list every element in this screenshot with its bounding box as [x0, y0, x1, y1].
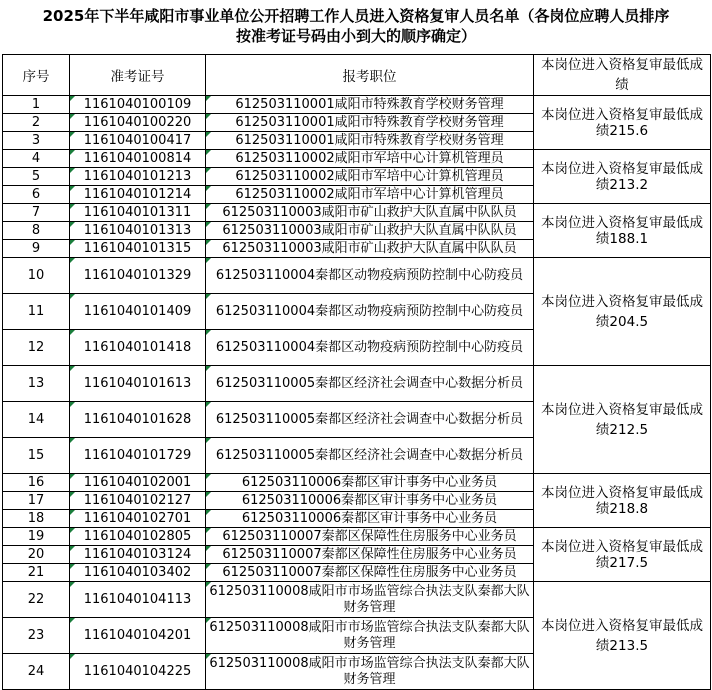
row-position: 612503110005秦都区经济社会调查中心数据分析员 — [206, 438, 534, 474]
row-exam-id: 1161040102701 — [70, 510, 206, 528]
row-position: 612503110004秦都区动物疫病预防控制中心防疫员 — [206, 294, 534, 330]
row-position: 612503110008咸阳市市场监管综合执法支队秦都大队财务管理 — [206, 618, 534, 654]
row-exam-id: 1161040101613 — [70, 366, 206, 402]
row-position: 612503110006秦都区审计事务中心业务员 — [206, 474, 534, 492]
row-exam-id: 1161040103402 — [70, 564, 206, 582]
row-position: 612503110005秦都区经济社会调查中心数据分析员 — [206, 402, 534, 438]
table-row — [3, 204, 711, 222]
title-line-2: 按准考证号码由小到大的顺序确定） — [235, 27, 476, 45]
group-min-score: 本岗位进入资格复审最低成绩213.5 — [534, 582, 711, 690]
row-exam-id: 1161040102001 — [70, 474, 206, 492]
group-min-score: 本岗位进入资格复审最低成绩188.1 — [534, 204, 711, 258]
row-exam-id: 1161040101409 — [70, 294, 206, 330]
row-seq: 13 — [3, 366, 70, 402]
table-row — [3, 258, 711, 294]
row-seq: 16 — [3, 474, 70, 492]
row-position: 612503110007秦都区保障性住房服务中心业务员 — [206, 546, 534, 564]
row-position: 612503110004秦都区动物疫病预防控制中心防疫员 — [206, 258, 534, 294]
row-position: 612503110001咸阳市特殊教育学校财务管理 — [206, 96, 534, 114]
row-position: 612503110008咸阳市市场监管综合执法支队秦都大队财务管理 — [206, 582, 534, 618]
row-position: 612503110001咸阳市特殊教育学校财务管理 — [206, 114, 534, 132]
row-exam-id: 1161040104201 — [70, 618, 206, 654]
row-seq: 4 — [3, 150, 70, 168]
row-seq: 18 — [3, 510, 70, 528]
row-exam-id: 1161040100220 — [70, 114, 206, 132]
row-seq: 17 — [3, 492, 70, 510]
table-row — [3, 528, 711, 546]
row-position: 612503110008咸阳市市场监管综合执法支队秦都大队财务管理 — [206, 654, 534, 690]
row-exam-id: 1161040100109 — [70, 96, 206, 114]
row-exam-id: 1161040101315 — [70, 240, 206, 258]
table-row — [3, 366, 711, 402]
document-title — [0, 0, 712, 50]
row-seq: 5 — [3, 168, 70, 186]
row-seq: 3 — [3, 132, 70, 150]
table-row — [3, 474, 711, 492]
row-seq: 19 — [3, 528, 70, 546]
row-position: 612503110002咸阳市军培中心计算机管理员 — [206, 186, 534, 204]
group-min-score: 本岗位进入资格复审最低成绩212.5 — [534, 366, 711, 474]
row-seq: 20 — [3, 546, 70, 564]
row-position: 612503110002咸阳市军培中心计算机管理员 — [206, 168, 534, 186]
row-seq: 8 — [3, 222, 70, 240]
row-position: 612503110007秦都区保障性住房服务中心业务员 — [206, 564, 534, 582]
header-row — [3, 55, 711, 96]
group-min-score: 本岗位进入资格复审最低成绩218.8 — [534, 474, 711, 528]
row-exam-id: 1161040101628 — [70, 402, 206, 438]
row-position: 612503110006秦都区审计事务中心业务员 — [206, 510, 534, 528]
row-seq: 11 — [3, 294, 70, 330]
header-min-score: 本岗位进入资格复审最低成绩 — [534, 55, 711, 96]
row-seq: 12 — [3, 330, 70, 366]
table-body — [3, 96, 711, 690]
row-exam-id: 1161040104225 — [70, 654, 206, 690]
header-position: 报考职位 — [206, 55, 534, 96]
row-position: 612503110005秦都区经济社会调查中心数据分析员 — [206, 366, 534, 402]
row-exam-id: 1161040101329 — [70, 258, 206, 294]
row-exam-id: 1161040102127 — [70, 492, 206, 510]
candidate-table — [2, 54, 711, 690]
row-seq: 9 — [3, 240, 70, 258]
table-row — [3, 582, 711, 618]
row-position: 612503110002咸阳市军培中心计算机管理员 — [206, 150, 534, 168]
group-min-score: 本岗位进入资格复审最低成绩215.6 — [534, 96, 711, 150]
row-position: 612503110007秦都区保障性住房服务中心业务员 — [206, 528, 534, 546]
header-seq: 序号 — [3, 55, 70, 96]
row-seq: 6 — [3, 186, 70, 204]
row-position: 612503110003咸阳市矿山救护大队直属中队队员 — [206, 240, 534, 258]
row-seq: 2 — [3, 114, 70, 132]
row-exam-id: 1161040101418 — [70, 330, 206, 366]
row-seq: 14 — [3, 402, 70, 438]
row-exam-id: 1161040101214 — [70, 186, 206, 204]
group-min-score: 本岗位进入资格复审最低成绩204.5 — [534, 258, 711, 366]
row-exam-id: 1161040101213 — [70, 168, 206, 186]
row-exam-id: 1161040104113 — [70, 582, 206, 618]
row-seq: 1 — [3, 96, 70, 114]
row-seq: 22 — [3, 582, 70, 618]
row-exam-id: 1161040101311 — [70, 204, 206, 222]
header-exam-id: 准考证号 — [70, 55, 206, 96]
row-exam-id: 1161040100417 — [70, 132, 206, 150]
row-position: 612503110006秦都区审计事务中心业务员 — [206, 492, 534, 510]
row-exam-id: 1161040101729 — [70, 438, 206, 474]
row-seq: 21 — [3, 564, 70, 582]
row-position: 612503110004秦都区动物疫病预防控制中心防疫员 — [206, 330, 534, 366]
row-exam-id: 1161040102805 — [70, 528, 206, 546]
row-seq: 7 — [3, 204, 70, 222]
row-exam-id: 1161040103124 — [70, 546, 206, 564]
row-seq: 15 — [3, 438, 70, 474]
group-min-score: 本岗位进入资格复审最低成绩213.2 — [534, 150, 711, 204]
row-exam-id: 1161040101313 — [70, 222, 206, 240]
row-exam-id: 1161040100814 — [70, 150, 206, 168]
table-row — [3, 96, 711, 114]
row-position: 612503110003咸阳市矿山救护大队直属中队队员 — [206, 204, 534, 222]
row-seq: 23 — [3, 618, 70, 654]
row-position: 612503110003咸阳市矿山救护大队直属中队队员 — [206, 222, 534, 240]
row-position: 612503110001咸阳市特殊教育学校财务管理 — [206, 132, 534, 150]
row-seq: 24 — [3, 654, 70, 690]
row-seq: 10 — [3, 258, 70, 294]
table-row — [3, 150, 711, 168]
group-min-score: 本岗位进入资格复审最低成绩217.5 — [534, 528, 711, 582]
title-line-1: 2025年下半年咸阳市事业单位公开招聘工作人员进入资格复审人员名单（各岗位应聘人员排序 — [42, 7, 670, 25]
